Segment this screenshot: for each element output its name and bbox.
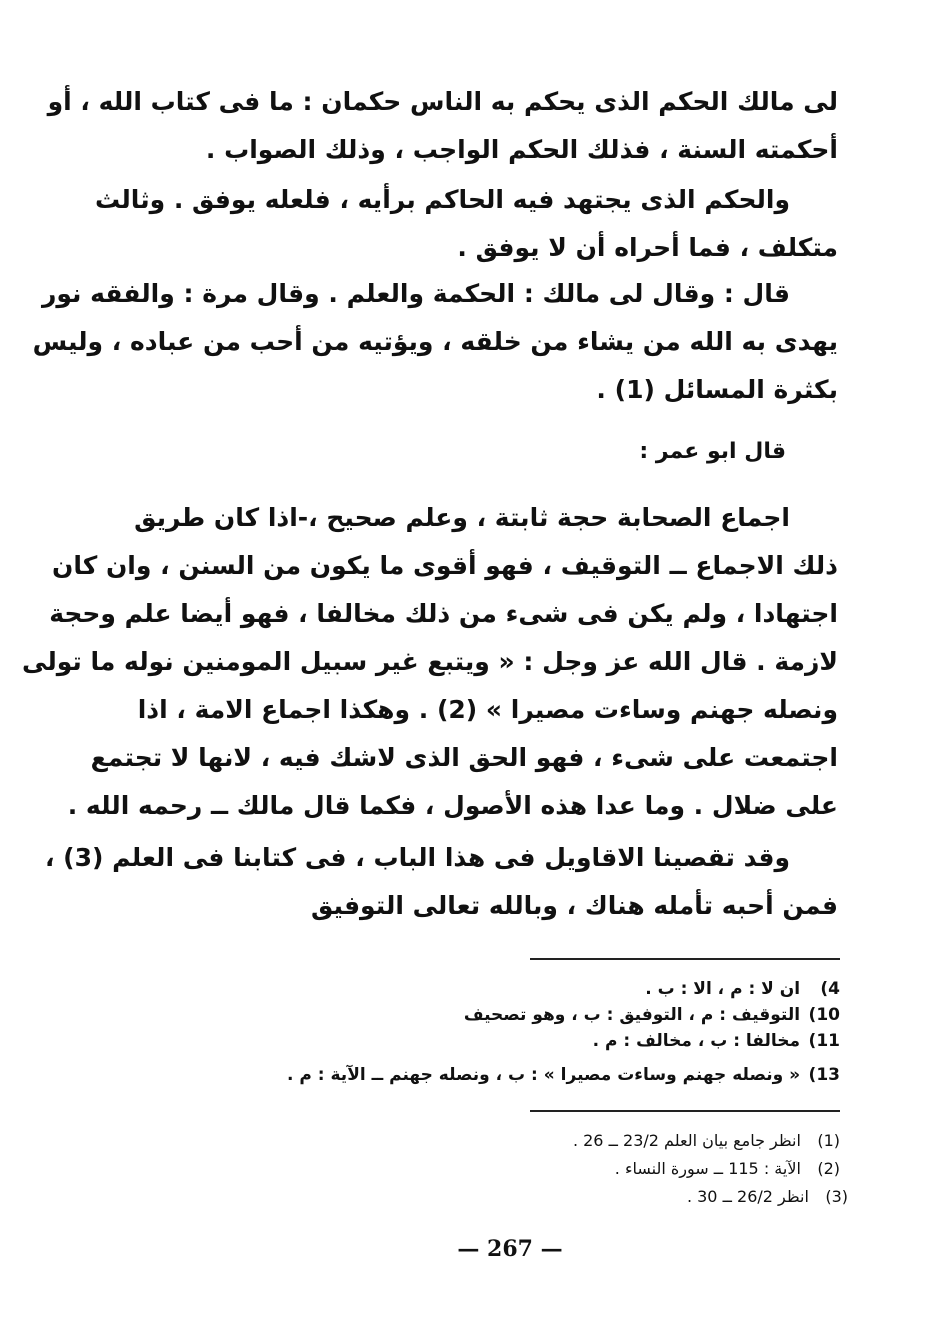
variant-note <box>287 1062 840 1088</box>
paragraph-4 <box>22 494 838 830</box>
paragraph-1 <box>47 78 838 174</box>
footnote-number: (2) <box>817 1159 840 1178</box>
footnote <box>573 1128 840 1154</box>
variant-number: 4) <box>820 979 840 999</box>
text-line: والحكم الذى يجتهد فيه الحاكم برأيه ، فلعله يوفق . وثالث <box>94 185 790 214</box>
text-line: بكثرة المسائل (1) . <box>596 375 838 404</box>
footnote-text: انظر جامع بيان العلم 23/2 ــ 26 . <box>572 1131 801 1150</box>
variant-text: « ونصله جهنم وساءت مصيرا » : ب ، ونصله جهنم ــ الآية : م . <box>287 1065 801 1085</box>
variant-note <box>464 1002 840 1028</box>
variant-note <box>645 976 840 1002</box>
text-line: اجتهادا ، ولم يكن فى شىء من ذلك مخالفا ، فهو أيضا علم وحجة <box>49 599 838 628</box>
text-line: قال : وقال لى مالك : الحكمة والعلم . وقال مرة : والفقه نور <box>41 279 790 308</box>
footnote-text: انظر 26/2 ــ 30 . <box>686 1187 809 1206</box>
footnote <box>687 1184 848 1210</box>
text-line: اجتمعت على شىء ، فهو الحق الذى لاشك فيه ، لانها لا تجتمع <box>90 743 838 772</box>
footnote-number: (3) <box>825 1187 848 1206</box>
footnote <box>615 1156 840 1182</box>
variant-number: 10) <box>808 1005 840 1025</box>
variant-note <box>593 1028 840 1054</box>
footnote-number: (1) <box>817 1131 840 1150</box>
section-heading: قال ابو عمر : <box>639 439 786 464</box>
text-line: لى مالك الحكم الذى يحكم به الناس حكمان : ما فى كتاب الله ، أو <box>47 87 838 116</box>
text-line: ذلك الاجماع ــ التوقيف ، فهو أقوى ما يكون من السنن ، وان كان <box>52 551 838 580</box>
variant-number: 13) <box>808 1065 840 1085</box>
text-line: متكلف ، فما أحراه أن لا يوفق . <box>457 233 838 262</box>
variant-text: مخالفا : ب ، مخالف : م . <box>592 1031 801 1051</box>
text-line: على ضلال . وما عدا هذه الأصول ، فكما قال مالك ــ رحمه الله . <box>67 791 838 820</box>
text-line: اجماع الصحابة حجة ثابتة ، وعلم صحيح ،-اذا كان طريق <box>134 503 790 532</box>
text-line: أحكمته السنة ، فذلك الحكم الواجب ، وذلك الصواب . <box>205 135 838 164</box>
footnotes-divider <box>530 1110 840 1112</box>
variant-text: ان لا : م ، الا : ب . <box>645 979 801 999</box>
text-line: فمن أحبه تأمله هناك ، وبالله تعالى التوفيق <box>310 891 838 920</box>
text-line: وقد تقصينا الاقاويل فى هذا الباب ، فى كتابنا فى العلم (3) ، <box>44 843 790 872</box>
paragraph-2 <box>94 176 838 272</box>
variant-text: التوقيف : م ، التوفيق : ب ، وهو تصحيف <box>463 1005 801 1025</box>
text-line: لازمة . قال الله عز وجل : « ويتبع غير سبيل المومنين نوله ما تولى <box>22 647 838 676</box>
paragraph-5 <box>44 834 838 930</box>
paragraph-3 <box>32 270 838 414</box>
page-number: — 267 — <box>457 1236 563 1262</box>
text-line: يهدى به الله من يشاء من خلقه ، ويؤتيه من أحب من عباده ، وليس <box>32 327 838 356</box>
text-line: ونصله جهنم وساءت مصيرا » (2) . وهكذا اجماع الامة ، اذا <box>137 695 838 724</box>
variant-number: 11) <box>808 1031 840 1051</box>
footnote-text: الآية : 115 ــ سورة النساء . <box>614 1159 801 1178</box>
variants-divider <box>530 958 840 960</box>
